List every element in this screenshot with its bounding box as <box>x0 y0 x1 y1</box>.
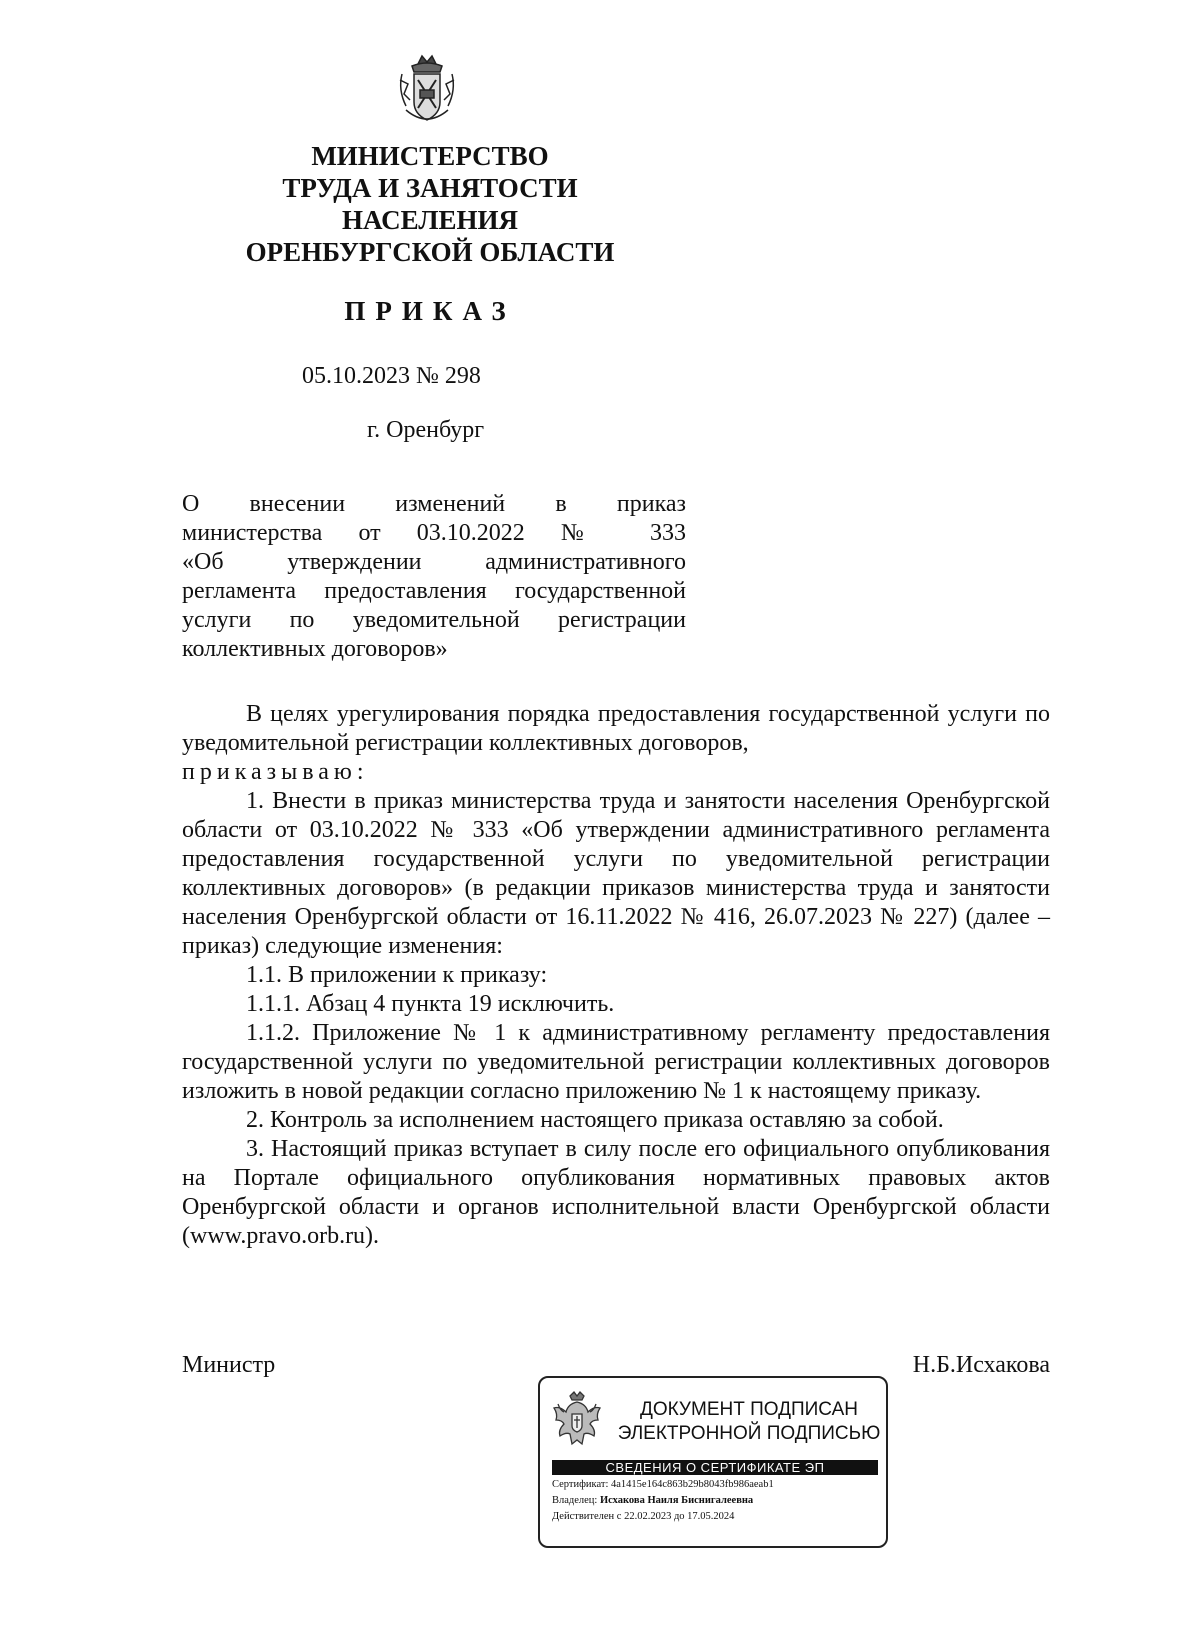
clause-1-1-2: 1.1.2. Приложение № 1 к административному регламенту предоставления государственной услуги по уведомительной регистрации коллективных договоров изложить в новой редакции согласно приложению № 1 к настоящему приказу. <box>182 1020 1050 1104</box>
intro-paragraph: В целях урегулирования порядка предоставления государственной услуги по уведомительной регистрации коллективных договоров, <box>182 701 1050 756</box>
order-word: приказываю: <box>182 759 369 785</box>
coat-of-arms-icon <box>394 50 460 130</box>
owner-value: Исхакова Наиля Биснигалеевна <box>599 1495 754 1506</box>
validity-line: Действителен с 22.02.2023 до 17.05.2024 <box>552 1511 735 1522</box>
subject-line: услуги по уведомительной регистрации <box>182 607 686 633</box>
stamp-title-line-1: ДОКУМЕНТ ПОДПИСАН <box>640 1399 858 1420</box>
doc-type-title: ПРИКАЗ <box>344 296 516 326</box>
owner-line <box>552 1493 880 1509</box>
clause-1-1-1: 1.1.1. Абзац 4 пункта 19 исключить. <box>246 991 615 1017</box>
ministry-name-line-2: ТРУДА И ЗАНЯТОСТИ <box>282 173 578 203</box>
stamp-title-line-2: ЭЛЕКТРОННОЙ ПОДПИСЬЮ <box>617 1423 881 1444</box>
stamp-certificate-banner: СВЕДЕНИЯ О СЕРТИФИКАТЕ ЭП <box>552 1460 878 1475</box>
subject-line: «Об утверждении административного <box>182 549 686 575</box>
subject-line: регламента предоставления государственной <box>182 578 686 604</box>
stamp-title <box>614 1398 884 1446</box>
subject-line: О внесении изменений в приказ <box>182 491 686 517</box>
electronic-signature-stamp <box>538 1376 888 1548</box>
ministry-name-line-1: МИНИСТЕРСТВО <box>311 141 549 171</box>
certificate-line <box>552 1477 880 1493</box>
order-city: г. Оренбург <box>367 417 485 443</box>
certificate-label: Сертификат: <box>552 1479 609 1490</box>
signatory-name: Н.Б.Исхакова <box>912 1352 1050 1378</box>
ministry-name-line-3: НАСЕЛЕНИЯ <box>342 205 518 235</box>
owner-label: Владелец: <box>552 1495 598 1506</box>
order-subject <box>182 490 686 664</box>
clause-1-1: 1.1. В приложении к приказу: <box>246 962 548 988</box>
double-headed-eagle-icon <box>548 1390 606 1452</box>
signatory-position: Министр <box>182 1352 276 1378</box>
ministry-name <box>190 140 670 268</box>
clause-2: 2. Контроль за исполнением настоящего приказа оставляю за собой. <box>246 1107 944 1133</box>
clause-3: 3. Настоящий приказ вступает в силу после его официального опубликования на Портале официального опубликования нормативных правовых актов Оренбургской области и органов исполнительной власти Оренбургской области (www.pravo.orb.ru). <box>182 1136 1050 1249</box>
ministry-name-line-4: ОРЕНБУРГСКОЙ ОБЛАСТИ <box>245 237 615 267</box>
certificate-value: 4a1415e164c863b29b8043fb986aeab1 <box>611 1479 774 1490</box>
stamp-certificate-details <box>552 1477 880 1525</box>
subject-line: министерства от 03.10.2022 № 333 <box>182 520 686 546</box>
order-body <box>182 700 1050 1251</box>
order-date-number: 05.10.2023 № 298 <box>302 363 481 389</box>
clause-1: 1. Внести в приказ министерства труда и занятости населения Оренбургской области от 03.10.2022 № 333 «Об утверждении административного регламента предоставления государственной услуги по уведомительной регистрации коллективных договоров» (в редакции приказов министерства труда и занятости населения Оренбургской области от 16.11.2022 № 416, 26.07.2023 № 227) (далее – приказ) следующие изменения: <box>182 788 1050 959</box>
subject-line: коллективных договоров» <box>182 636 448 662</box>
